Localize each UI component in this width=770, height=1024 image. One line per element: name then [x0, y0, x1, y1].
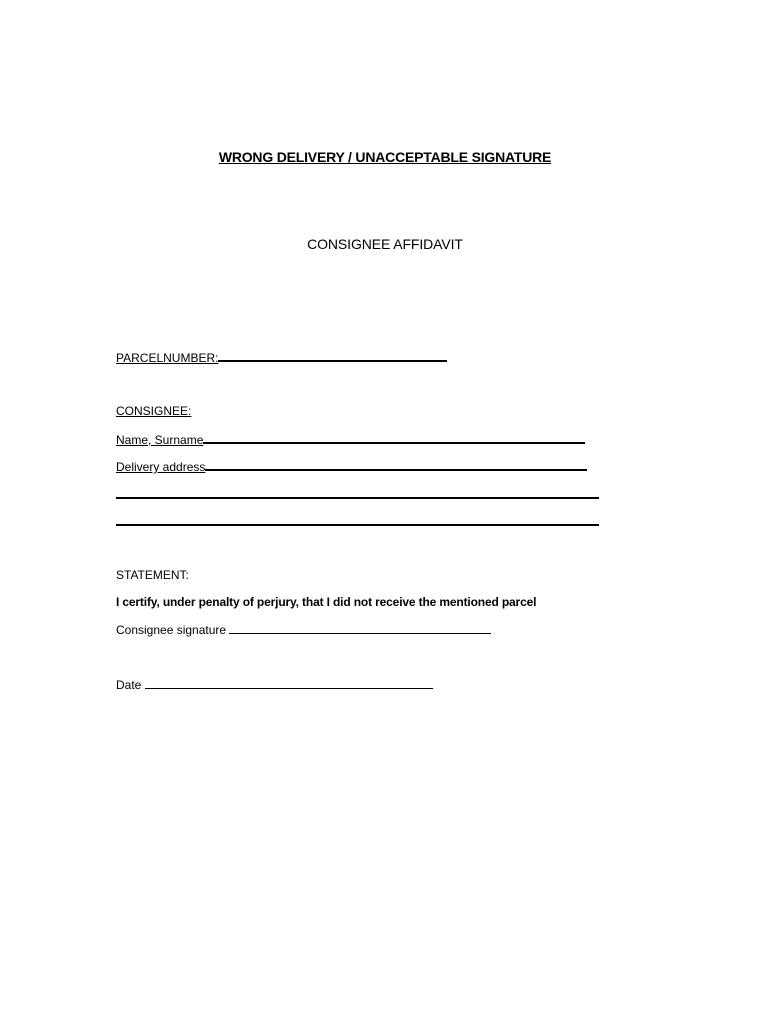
- parcel-number-row: [116, 348, 447, 366]
- consignee-heading-row: [116, 403, 191, 419]
- delivery-address-row: [116, 457, 587, 475]
- statement-heading: STATEMENT:: [116, 568, 189, 582]
- document-title: WRONG DELIVERY / UNACCEPTABLE SIGNATURE: [218, 149, 552, 165]
- consignee-heading: CONSIGNEE:: [116, 404, 192, 418]
- consignee-signature-label: Consignee signature: [116, 623, 227, 637]
- document-subtitle: CONSIGNEE AFFIDAVIT: [307, 236, 463, 252]
- date-label: Date: [116, 678, 142, 692]
- name-surname-label: Name, Surname: [116, 433, 204, 447]
- delivery-address-field[interactable]: [205, 457, 587, 471]
- name-surname-row: [116, 430, 585, 448]
- consignee-signature-field[interactable]: [229, 621, 491, 634]
- statement-text: I certify, under penalty of perjury, that I did not receive the mentioned parcel: [116, 595, 537, 609]
- parcel-number-label: PARCELNUMBER:: [116, 351, 219, 365]
- consignee-signature-row: [116, 621, 491, 638]
- statement-text-row: [116, 594, 536, 610]
- delivery-address-label: Delivery address: [116, 460, 206, 474]
- statement-heading-row: [116, 567, 189, 583]
- date-field[interactable]: [145, 676, 433, 689]
- delivery-address-line-2[interactable]: [116, 497, 599, 499]
- parcel-number-field[interactable]: [218, 348, 447, 362]
- date-row: [116, 676, 433, 693]
- name-surname-field[interactable]: [203, 430, 585, 444]
- delivery-address-line-3[interactable]: [116, 524, 599, 526]
